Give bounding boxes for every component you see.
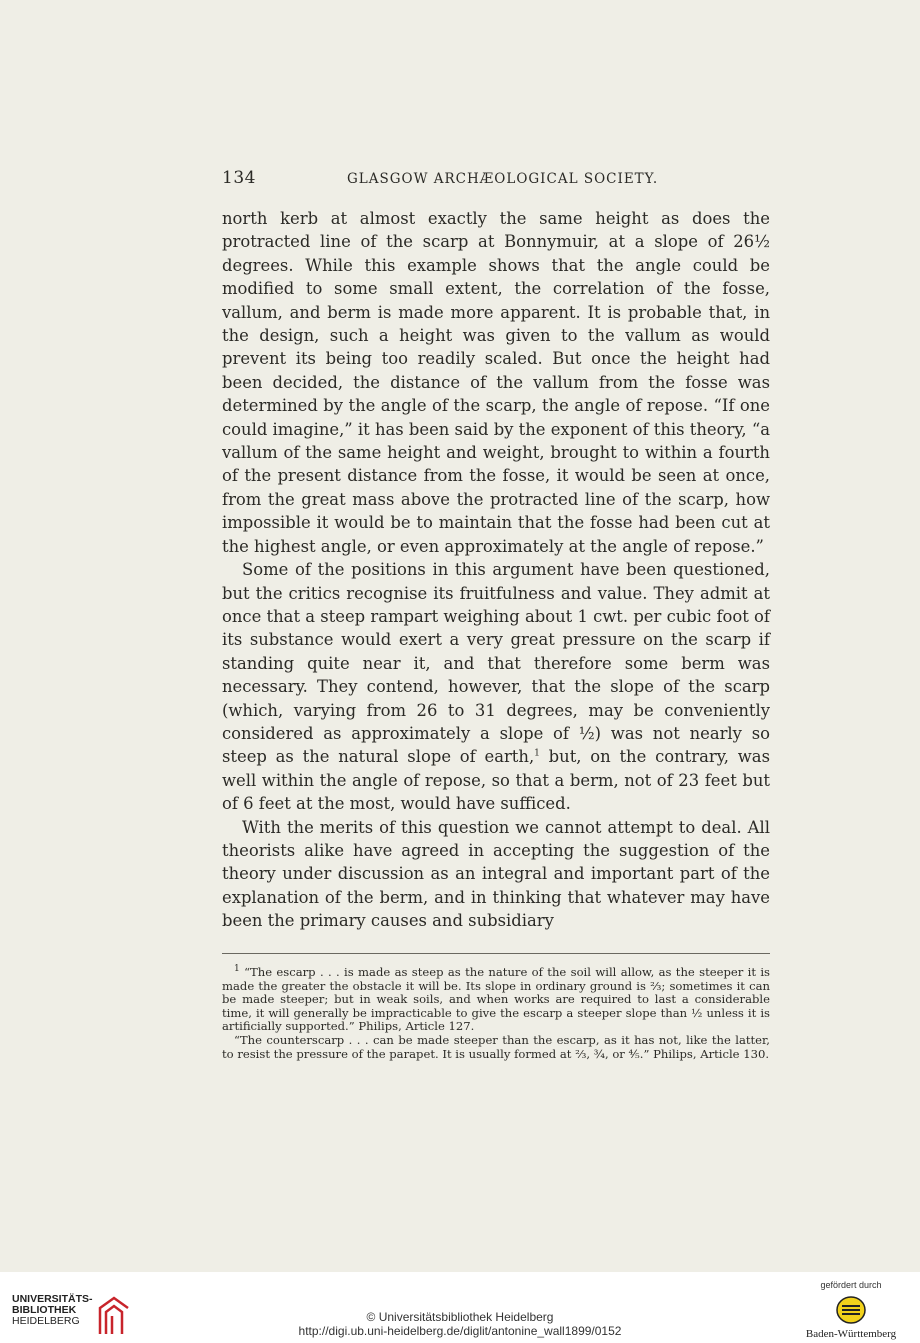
paragraph-2-part-b: but, on the contrary, was well within the angle of repose, so that a berm, not of 23 feet but of 6 feet at the most, would have sufficed. <box>222 747 770 814</box>
sponsor-label: gefördert durch <box>820 1280 882 1290</box>
permalink[interactable]: http://digi.ub.uni-heidelberg.de/diglit/antonine_wall1899/0152 <box>298 1324 622 1338</box>
paragraph-2-part-a: Some of the positions in this argument have been questioned, but the critics recognise its fruitfulness and value. They admit at once that a steep rampart weighing about 1 cwt. per cubic foot of its substance would exert a very great pressure on the scarp if standing quite near it, and that therefore some berm was necessary. They contend, however, that the slope of the scarp (which, varying from 26 to 31 degrees, may be conveniently considered as approximately a slope of ½) was not nearly so steep as the natural slope of earth, <box>222 560 770 767</box>
copyright-notice: © Universitätsbibliothek Heidelberg <box>366 1310 554 1324</box>
paragraph-1: north kerb at almost exactly the same height as does the protracted line of the scarp at Bonnymuir, at a slope of 26½ degrees. While this example shows that the angle could be modified to some small extent, the correlation of the fosse, vallum, and berm is made more apparent. It is probable that, in the design, such a height was given to the vallum as would prevent its being too readily scaled. But once the height had been decided, the distance of the vallum from the fosse was determined by the angle of the scarp, the angle of repose. “If one could imagine,” it has been said by the exponent of this theory, “a vallum of the same height and weight, brought to within a fourth of the present distance from the fosse, it would be seen at once, from the great mass above the protracted line of the scarp, how impossible it would be to maintain that the fosse had been cut at the highest angle, or even approximately at the angle of repose.” <box>222 209 770 556</box>
sponsor-name: Baden-Württemberg <box>805 1328 897 1340</box>
footnotes <box>222 966 770 1061</box>
footnote-2: “The counterscarp . . . can be made steeper than the escarp, as it has not, like the latter, to resist the pressure of the parapet. It is usually formed at ⅔, ¾, or ⅘.” Philips, Article 130. <box>222 1032 770 1061</box>
running-header <box>222 168 770 192</box>
footnote-1 <box>222 966 770 1034</box>
footnote-1-mark: 1 <box>234 964 240 975</box>
page-number: 134 <box>222 168 256 188</box>
paragraph-3: With the merits of this question we cannot attempt to deal. All theorists alike have agreed in accepting the suggestion of the theory under discussion as an integral and important part of the explanation of the berm, and in thinking that whatever may have been the primary causes and subsidiary <box>222 817 770 931</box>
library-line-1: UNIVERSITÄTS- <box>12 1293 93 1305</box>
running-title: GLASGOW ARCHÆOLOGICAL SOCIETY. <box>347 171 659 187</box>
body-text <box>222 207 770 933</box>
library-line-2: BIBLIOTHEK <box>12 1304 77 1316</box>
state-crest-icon <box>835 1295 867 1325</box>
footnote-rule <box>222 953 770 954</box>
library-line-3: HEIDELBERG <box>12 1315 80 1327</box>
footnote-1-text: “The escarp . . . is made as steep as the nature of the soil will allow, as the steeper it is made the greater the obstacle it will be. Its slope in ordinary ground is ⅔; sometimes it can be made steeper; but in weak soils, and when works are required to last a considerable time, it will generally be impracticable to give the escarp a steeper slope than ½ unless it is artificially supported.” Philips, Article 127. <box>222 965 771 1034</box>
footer-bar <box>0 1272 920 1343</box>
sponsor-block[interactable] <box>796 1280 906 1340</box>
paragraph-2 <box>222 558 770 815</box>
footnote-ref-1: 1 <box>534 748 540 759</box>
